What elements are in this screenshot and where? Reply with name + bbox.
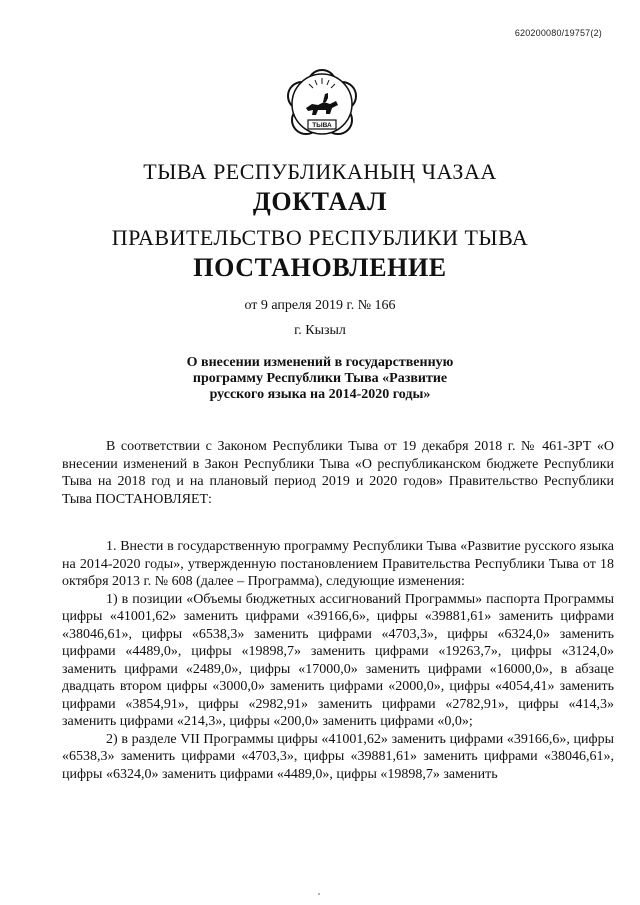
emblem-of-tuva-icon: [282, 64, 362, 148]
main-section: [62, 538, 614, 783]
document-city: г. Кызыл: [294, 323, 346, 338]
header-line-tuvan: ТЫВА РЕСПУБЛИКАНЫҢ ЧАЗАА: [143, 159, 497, 184]
header-line-russian: ПРАВИТЕЛЬСТВО РЕСПУБЛИКИ ТЫВА: [111, 225, 529, 250]
paragraph-3: 2) в разделе VII Программы цифры «41001,62» заменить цифрами «39166,6», цифры «6538,3» заменить цифрами «4703,3», цифры «39881,61» заменить цифрами «38046,61», цифры «6324,0» заменить цифрами «4489,0», цифры «19898,7» заменить: [62, 731, 614, 782]
header-doktaal: ДОКТААЛ: [252, 187, 388, 216]
paragraph-2: 1) в позиции «Объемы бюджетных ассигнований Программы» паспорта Программы цифры «41001,62» заменить цифрами «39166,6», цифры «39881,61» заменить цифрами «38046,61», цифры «6538,3» заменить цифрами «4703,3», цифры «6324,0» заменить цифрами «4489,0», цифры «19898,7» заменить цифрами «19263,7», цифры «3124,0» заменить цифрами «2489,0», цифры «17000,0» заменить цифрами «16000,0», в абзаце двадцать втором цифры «3000,0» заменить цифрами «2000,0», цифры «4054,41» заменить цифрами «3854,91», цифры «2982,91» заменить цифрами «2782,91», цифры «414,3» заменить цифрами «214,3», цифры «200,0» заменить цифрами «0,0»;: [62, 591, 614, 729]
intro-section: [62, 438, 614, 508]
page-dot: [318, 893, 320, 895]
emblem-ribbon-text: ТЫВА: [312, 122, 332, 129]
document-date: от 9 апреля 2019 г. № 166: [244, 298, 396, 313]
intro-paragraph: В соответствии с Законом Республики Тыва от 19 декабря 2018 г. № 461-ЗРТ «О внесении изменений в Закон Республики Тыва «О республиканском бюджете Республики Тыва на 2018 год и на плановый период 2019 и 2020 годов» Правительство Республики Тыва ПОСТАНОВЛЯЕТ:: [62, 439, 614, 507]
document-id: 620200080/19757(2): [514, 28, 602, 38]
document-header: [0, 158, 640, 284]
paragraph-1: 1. Внести в государственную программу Республики Тыва «Развитие русского языка на 2014-2020 годы», утвержденную постановлением Правительства Республики Тыва от 18 октября 2013 г. № 608 (далее – Программа), следующие изменения:: [62, 539, 614, 589]
document-title: О внесении изменений в государственную программу Республики Тыва «Развитие русского языка на 2014-2020 годы»: [186, 355, 454, 402]
header-postanovlenie: ПОСТАНОВЛЕНИЕ: [193, 253, 447, 282]
